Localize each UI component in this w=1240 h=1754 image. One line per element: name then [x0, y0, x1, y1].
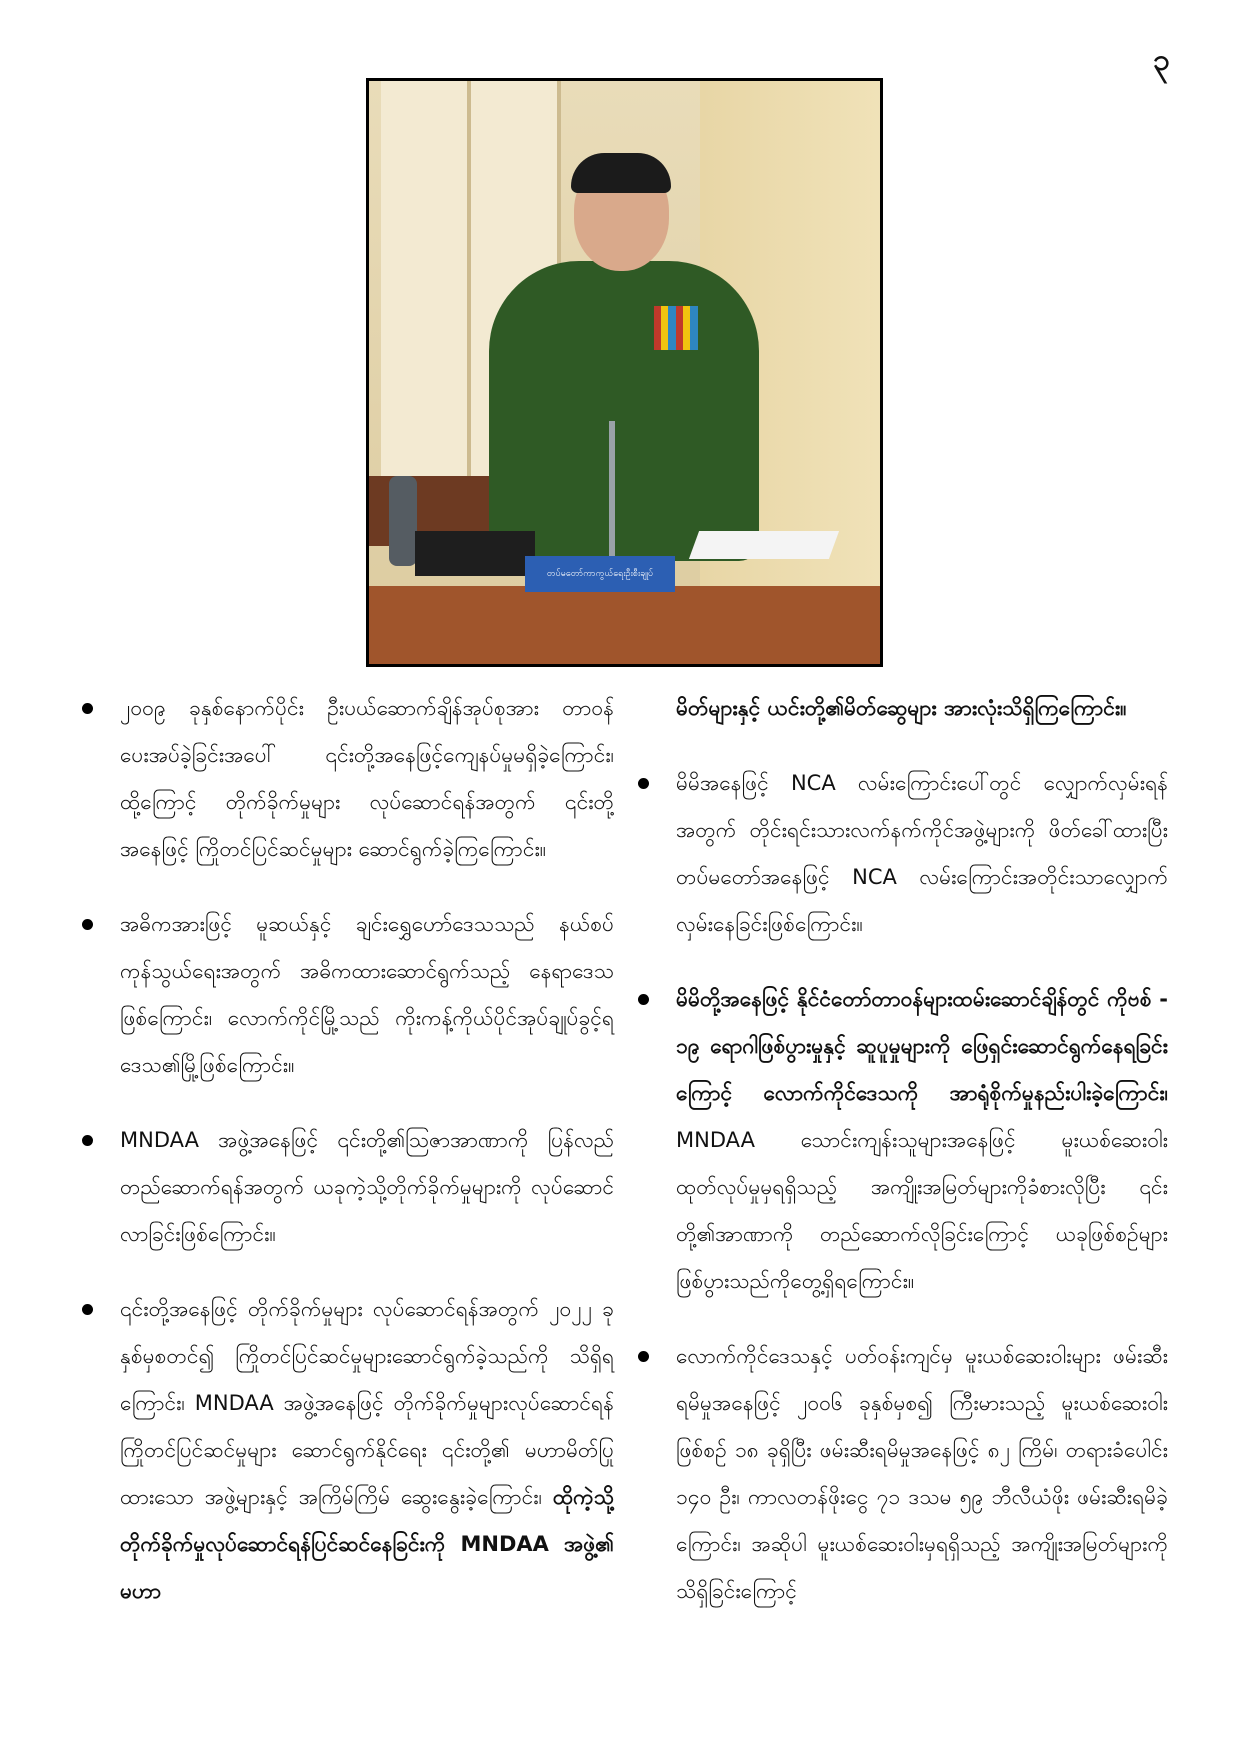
photo	[366, 78, 883, 667]
continuation-text: မိတ်များနှင့် ယင်းတို့၏မိတ်ဆွေများ အားလုံးသိရှိကြကြောင်း။	[676, 696, 1127, 720]
bullet-bold-text: ထိုကဲ့သို့တိုက်ခိုက်မှုလုပ်ဆောင်ရန်ပြင်ဆင်နေခြင်းကို MNDAA အဖွဲ့၏ မဟာ	[120, 1485, 614, 1603]
bullet-icon	[638, 778, 649, 789]
bullet-item	[634, 760, 1168, 948]
bullet-icon	[638, 994, 649, 1005]
bullet-icon	[82, 703, 93, 714]
bullet-item	[78, 1286, 614, 1615]
bullet-item	[634, 1333, 1168, 1615]
page-number: ၃	[1153, 43, 1170, 78]
right-column	[634, 685, 1168, 1643]
nameplate: တပ်မတော်ကာကွယ်ရေးဦးစီးချုပ်	[525, 556, 675, 592]
bullet-icon	[82, 1135, 93, 1146]
bullet-icon	[82, 919, 93, 930]
uniform	[489, 261, 759, 561]
bullet-item	[634, 976, 1168, 1305]
bullet-icon	[82, 1304, 93, 1315]
bullet-text: MNDAA သောင်းကျန်းသူများအနေဖြင့် မူးယစ်ဆေးဝါးထုတ်လုပ်မှုမှရရှိသည့် အကျိုးအမြတ်များကိုခံစားလိုပြီး ၎င်းတို့၏အာဏာကို တည်ဆောက်လိုခြင်းကြောင့် ယခုဖြစ်စဉ်များဖြစ်ပွားသည်ကိုတွေ့ရှိရကြောင်း။	[676, 1128, 1168, 1293]
papers	[689, 531, 839, 559]
left-column	[78, 685, 614, 1643]
bullet-icon	[638, 1351, 649, 1362]
bullet-item	[78, 685, 614, 873]
thermos-flask	[389, 476, 417, 566]
medal-ribbons	[654, 306, 698, 350]
wall-panel	[381, 81, 471, 501]
bullet-text: ၂၀၀၉ ခုနှစ်နောက်ပိုင်း ဦးပယ်ဆောက်ချိန်အုပ်စုအား တာဝန်ပေးအပ်ခဲ့ခြင်းအပေါ် ၎င်းတို့အနေဖြင့်ကျေနပ်မှုမရှိခဲ့ကြောင်း၊ ထို့ကြောင့် တိုက်ခိုက်မှုများ လုပ်ဆောင်ရန်အတွက် ၎င်းတို့အနေဖြင့် ကြိုတင်ပြင်ဆင်မှုများ ဆောင်ရွက်ခဲ့ကြကြောင်း။	[120, 696, 614, 861]
hair	[571, 153, 671, 193]
bullet-bold-text: မိမိတို့အနေဖြင့် နိုင်ငံတော်တာဝန်များထမ်းဆောင်ချိန်တွင် ကိုဗစ် - ၁၉ ရောဂါဖြစ်ပွားမှုနှင့် ဆူပူမှုများကို ဖြေရှင်းဆောင်ရွက်နေရခြင်းကြောင့် လောက်ကိုင်ဒေသကို အာရုံစိုက်မှုနည်းပါးခဲ့ကြောင်း၊	[676, 987, 1168, 1105]
bullet-text: လောက်ကိုင်ဒေသနှင့် ပတ်ဝန်းကျင်မှ မူးယစ်ဆေးဝါးများ ဖမ်းဆီးရမိမှုအနေဖြင့် ၂၀၀၆ ခုနှစ်မှစ၍ ကြီးမားသည့် မူးယစ်ဆေးဝါးဖြစ်စဉ် ၁၈ ခုရှိပြီး ဖမ်းဆီးရမိမှုအနေဖြင့် ၈၂ ကြိမ်၊ တရားခံပေါင်း ၁၄၀ ဦး၊ ကာလတန်ဖိုးငွေ ၇၁ ဒသမ ၅၉ ဘီလီယံဖိုး ဖမ်းဆီးရမိခဲ့ကြောင်း၊ အဆိုပါ မူးယစ်ဆေးဝါးမှရရှိသည့် အကျိုးအမြတ်များကို သိရှိခြင်းကြောင့်	[676, 1344, 1168, 1603]
desk	[369, 586, 880, 667]
tissue-box	[415, 531, 535, 576]
bullet-item	[78, 901, 614, 1089]
bullet-item	[78, 1117, 614, 1258]
bullet-text: မိမိအနေဖြင့် NCA လမ်းကြောင်းပေါ်တွင် လျှောက်လှမ်းရန်အတွက် တိုင်းရင်းသားလက်နက်ကိုင်အဖွဲ့များကို ဖိတ်ခေါ်ထားပြီး တပ်မတော်အနေဖြင့် NCA လမ်းကြောင်းအတိုင်းသာလျှောက်လှမ်းနေခြင်းဖြစ်ကြောင်း။	[676, 771, 1168, 936]
bullet-text: MNDAA အဖွဲ့အနေဖြင့် ၎င်းတို့၏ဩဇာအာဏာကို ပြန်လည်တည်ဆောက်ရန်အတွက် ယခုကဲ့သို့တိုက်ခိုက်မှုများကို လုပ်ဆောင်လာခြင်းဖြစ်ကြောင်း။	[120, 1128, 614, 1246]
bullet-text: အဓိကအားဖြင့် မူဆယ်နှင့် ချင်းရွှေဟော်ဒေသသည် နယ်စပ်ကုန်သွယ်ရေးအတွက် အဓိကထားဆောင်ရွက်သည့် နေရာဒေသဖြစ်ကြောင်း၊ လောက်ကိုင်မြို့သည် ကိုးကန့်ကိုယ်ပိုင်အုပ်ချုပ်ခွင့်ရဒေသ၏မြို့ဖြစ်ကြောင်း။	[120, 912, 614, 1077]
bullet-text: ၎င်းတို့အနေဖြင့် တိုက်ခိုက်မှုများ လုပ်ဆောင်ရန်အတွက် ၂၀၂၂ ခုနှစ်မှစတင်၍ ကြိုတင်ပြင်ဆင်မှုများဆောင်ရွက်ခဲ့သည်ကို သိရှိရကြောင်း၊ MNDAA အဖွဲ့အနေဖြင့် တိုက်ခိုက်မှုများလုပ်ဆောင်ရန် ကြိုတင်ပြင်ဆင်မှုများ ဆောင်ရွက်နိုင်ရေး ၎င်းတို့၏ မဟာမိတ်ပြုထားသော အဖွဲ့များနှင့် အကြိမ်ကြိမ် ဆွေးနွေးခဲ့ကြောင်း၊	[120, 1297, 614, 1509]
